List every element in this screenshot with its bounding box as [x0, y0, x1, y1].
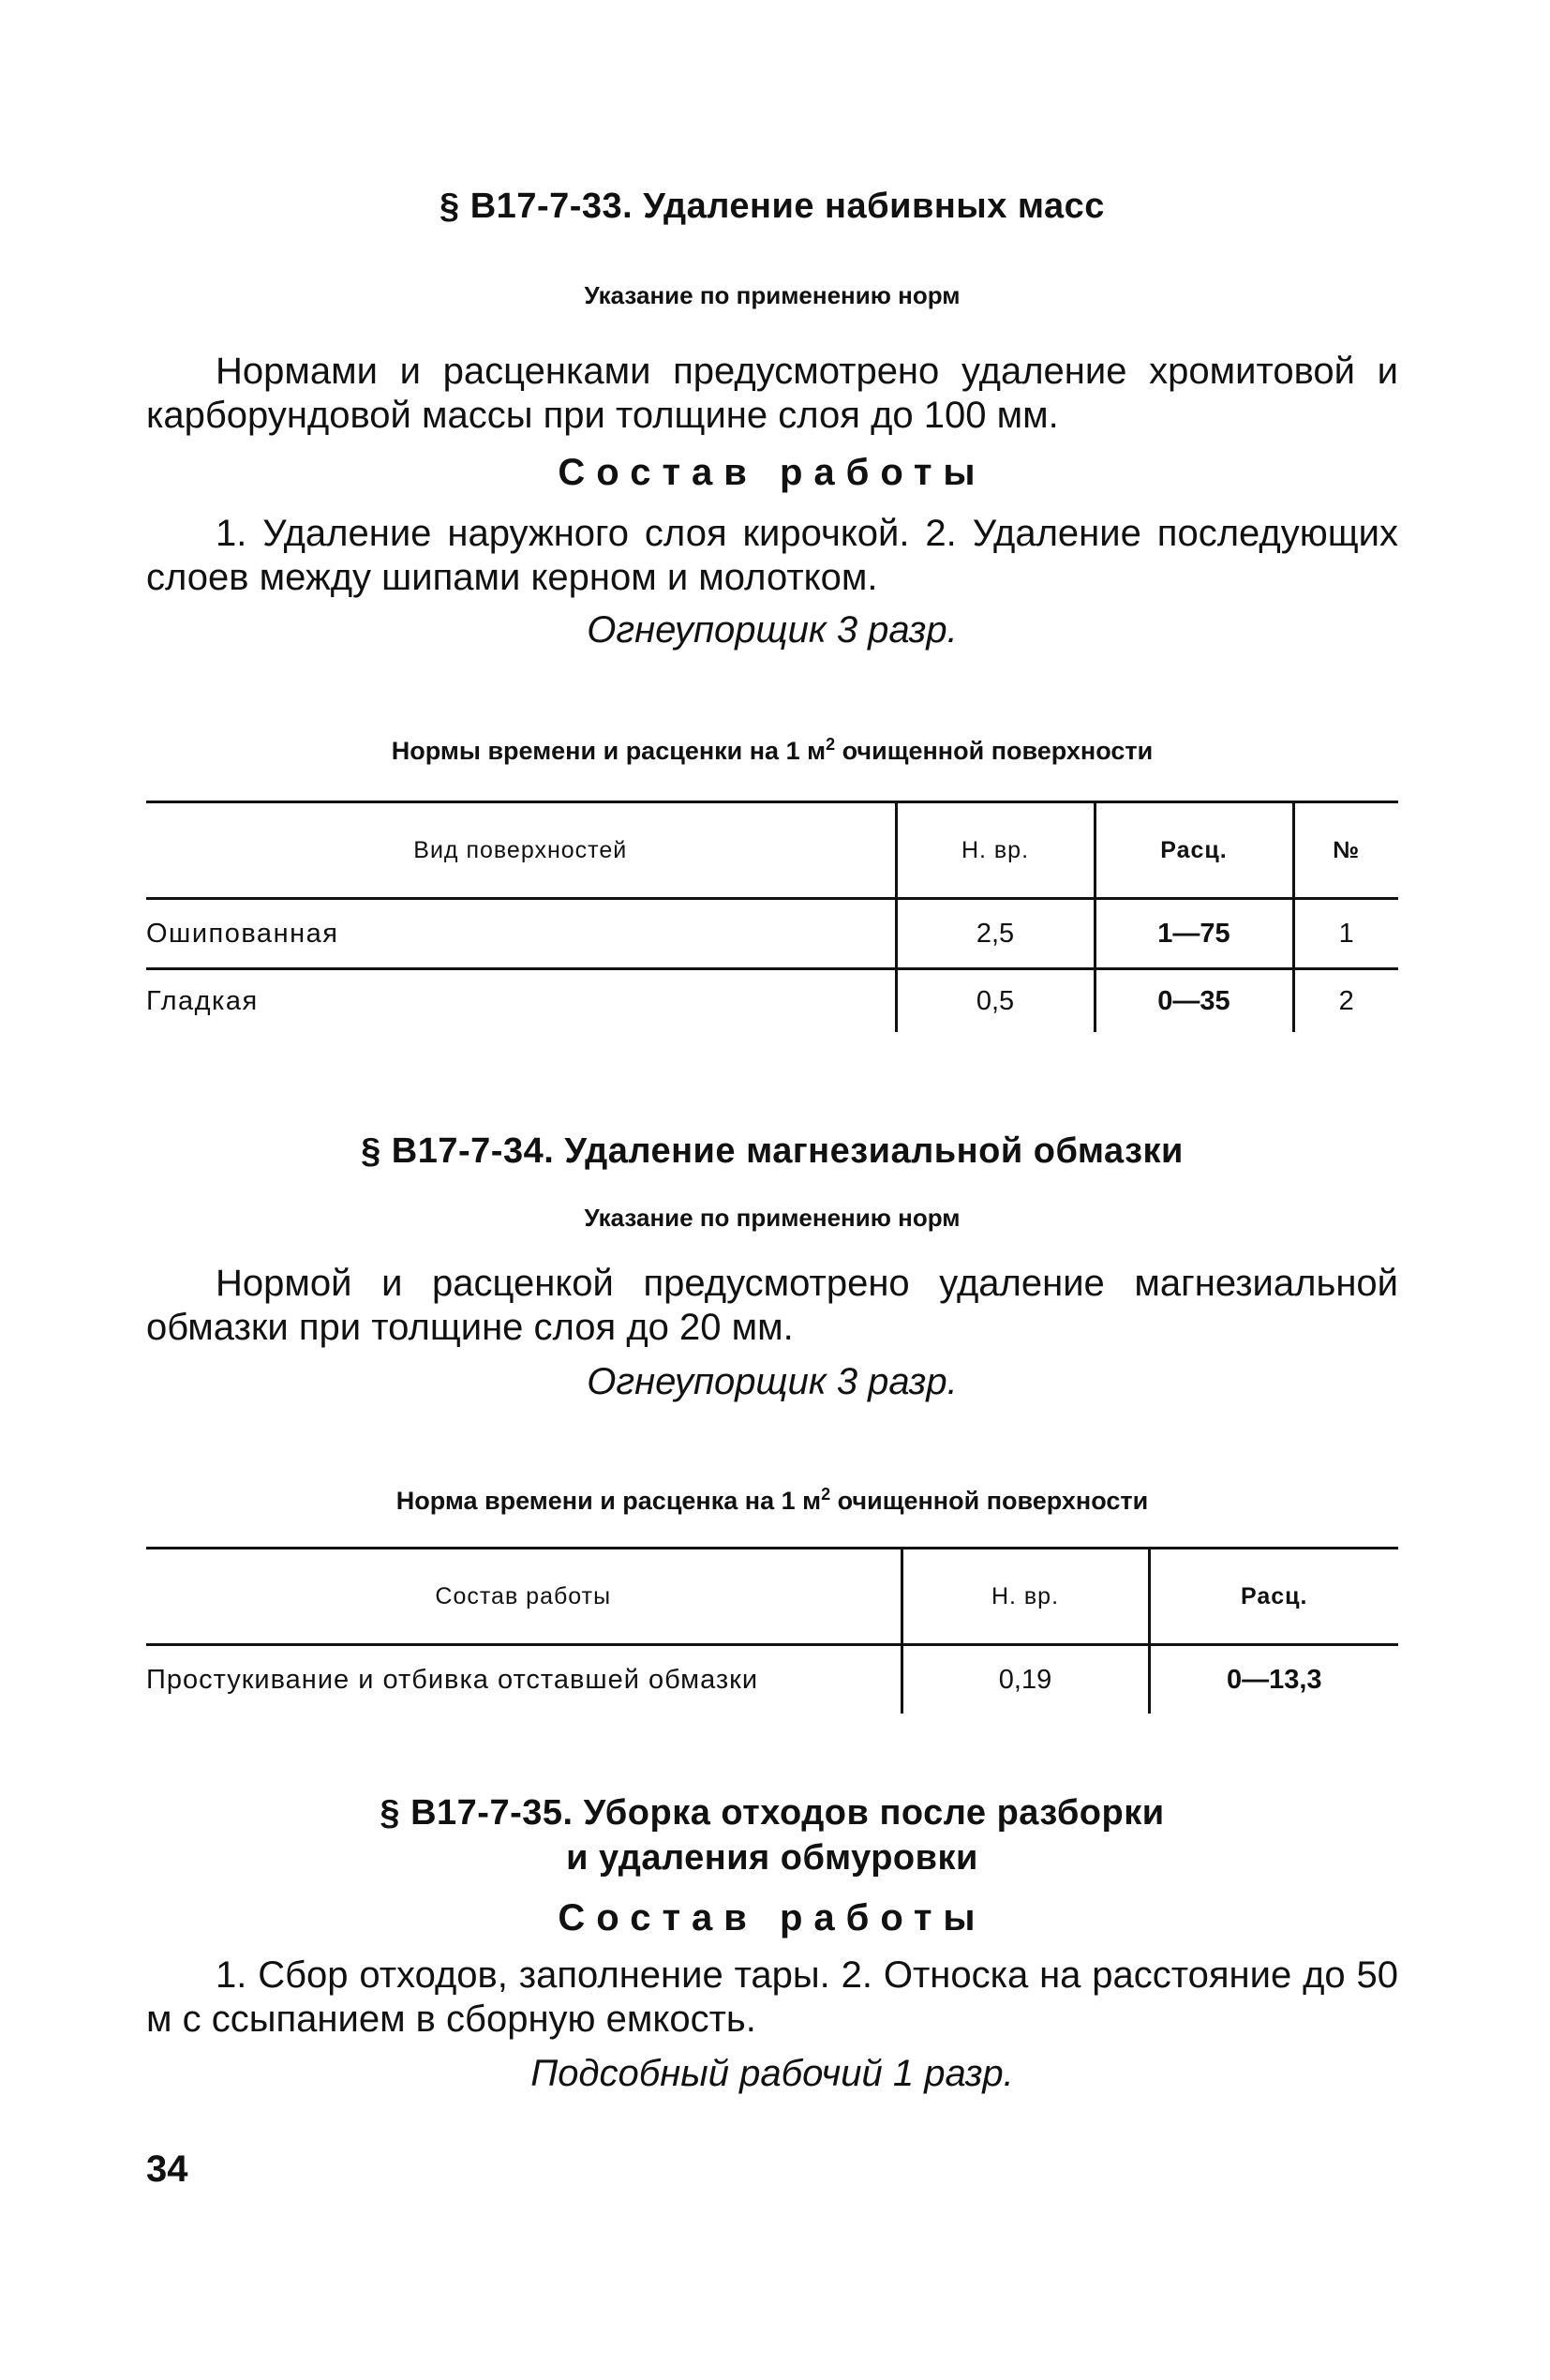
- section-title: § В17-7-34. Удаление магнезиальной обмазки: [361, 1131, 1184, 1171]
- worker-grade: Подсобный рабочий 1 разр.: [530, 2053, 1014, 2094]
- table-caption: Нормы времени и расценки на 1 $м^2$ очищенной поверхности: [391, 735, 1154, 765]
- instructions-text: Нормами и расценками предусмотрено удаление хромитовой и карборундовой массы при толщине слоя до 100 мм.: [146, 351, 1398, 436]
- worker-grade: Огнеупорщик 3 разр.: [587, 1361, 958, 1402]
- norms-table: [146, 801, 1398, 1032]
- table-cell: Гладкая: [146, 985, 259, 1016]
- work-text: 1. Сбор отходов, заполнение тары. 2. Относка на расстояние до 50 м с ссыпанием в сборную емкость.: [146, 1954, 1398, 2040]
- column-header: Н. вр.: [896, 802, 1095, 899]
- table-caption: Норма времени и расценка на 1 $м^2$ очищенной поверхности: [395, 1485, 1149, 1515]
- table-cell: 1: [1293, 899, 1398, 969]
- column-header: Н. вр.: [902, 1549, 1149, 1645]
- table-cell: 0,19: [902, 1645, 1149, 1714]
- norms-table: [146, 1547, 1398, 1714]
- column-header: Расц.: [1149, 1549, 1398, 1645]
- worker-grade: Огнеупорщик 3 разр.: [587, 609, 958, 651]
- column-header: №: [1293, 802, 1398, 899]
- instructions-heading: Указание по применению норм: [584, 281, 961, 309]
- work-heading: Состав работы: [558, 1897, 987, 1938]
- table-cell: Простукивание и отбивка отставшей обмазки: [146, 1664, 759, 1695]
- table-header-row: [146, 1549, 1398, 1645]
- column-header: Расц.: [1095, 802, 1293, 899]
- table-cell: 2: [1293, 969, 1398, 1033]
- table-cell: Ошипованная: [146, 899, 896, 969]
- column-header: Состав работы: [146, 1549, 902, 1645]
- table-row: [146, 969, 1398, 1033]
- table-cell: 2,5: [896, 899, 1095, 969]
- table-cell: 0—13,3: [1149, 1645, 1398, 1714]
- table-row: [146, 1645, 1398, 1714]
- work-heading: Состав работы: [558, 452, 987, 493]
- instructions-text: Нормой и расценкой предусмотрено удаление магнезиальной обмазки при толщине слоя до 20 мм.: [146, 1263, 1398, 1348]
- table-cell: 1—75: [1095, 899, 1293, 969]
- instructions-heading: Указание по применению норм: [584, 1204, 961, 1232]
- table-header-row: [146, 802, 1398, 899]
- work-text: 1. Удаление наружного слоя кирочкой. 2. Удаление последующих слоев между шипами керном и молотком.: [146, 513, 1398, 598]
- column-header: Вид поверхностей: [146, 802, 896, 899]
- table-cell: 0,5: [896, 969, 1095, 1033]
- section-title: § В17-7-33. Удаление набивных масс: [440, 187, 1105, 226]
- section-title: § В17-7-35. Уборка отходов после разборки и удаления обмуровки: [380, 1793, 1165, 1878]
- page-number: 34: [146, 2148, 188, 2190]
- table-cell: 0—35: [1095, 969, 1293, 1033]
- table-row: [146, 899, 1398, 969]
